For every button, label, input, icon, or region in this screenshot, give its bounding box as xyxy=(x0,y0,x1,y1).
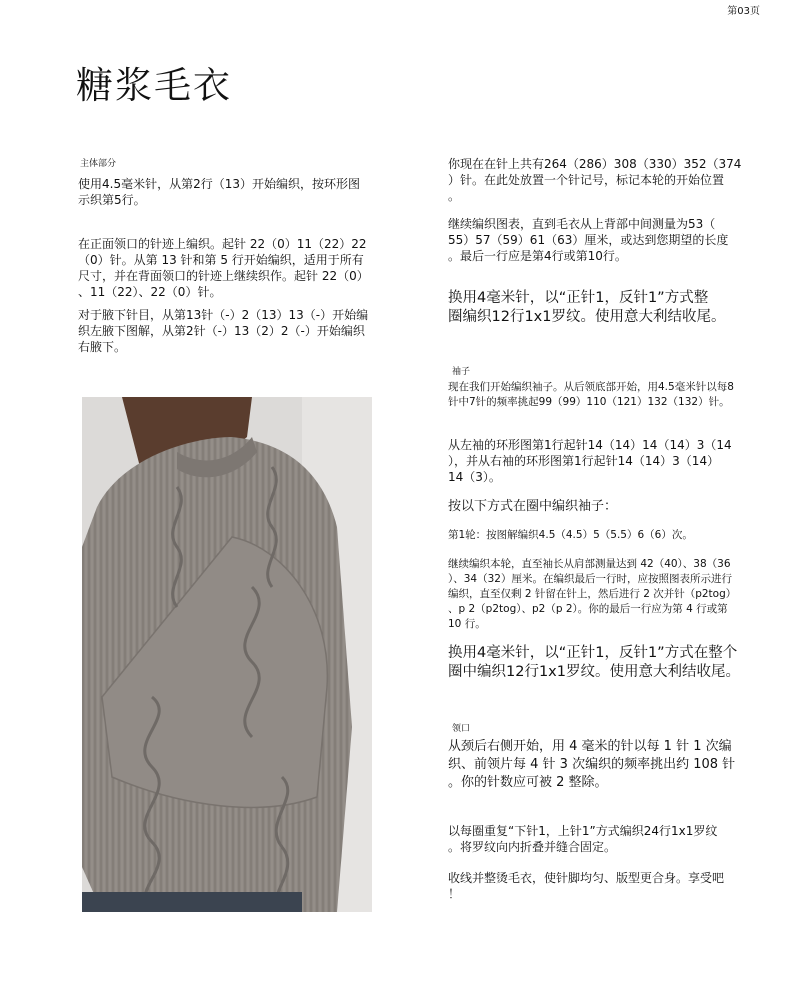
sleeve-paragraph-1: 现在我们开始编织袖子。从后领底部开始，用4.5毫米针以每8 针中7针的频率挑起99（99）110（121）132（132）针。 xyxy=(448,381,734,408)
body-paragraph-3: 对于腋下针目，从第13针（-）2（13）13（-）开始编 织左腋下图解，从第2针（-）13（2）2（-）开始编织 右腋下。 xyxy=(78,308,369,354)
chart-paragraph: 继续编织图表，直到毛衣从上背部中间测量为53（ 55）57（59）61（63）厘米，或达到您期望的长度 。最后一行应是第4行或第10行。 xyxy=(448,217,729,263)
count-paragraph: 你现在在针上共有264（286）308（330）352（374 ）针。在此处放置一个针记号，标记本轮的开始位置 。 xyxy=(448,157,742,203)
ribbing-instruction-sleeve: 换用4毫米针，以“正针1，反针1”方式在整个 圈中编织12行1x1罗纹。使用意大利结收尾。 xyxy=(448,645,740,680)
body-paragraph-2: 在正面领口的针迹上编织。起针 22（0）11（22）22 （0）针。从第 13 针和第 5 行开始编织，适用于所有 尺寸，并在背面领口的针迹上继续织作。起针 22（0） 、11（22）、22（0）针。 xyxy=(78,237,369,299)
collar-paragraph-2: 以每圈重复“下针1，上针1”方式编织24行1x1罗纹 。将罗纹向内折叠并缝合固定。 xyxy=(448,824,718,854)
body-paragraph-1: 使用4.5毫米针，从第2行（13）开始编织，按环形图 示织第5行。 xyxy=(78,177,360,207)
ribbing-instruction-body: 换用4毫米针，以“正针1，反针1”方式整 圈编织12行1x1罗纹。使用意大利结收尾。 xyxy=(448,290,726,325)
section-label-body: 主体部分 xyxy=(80,159,117,169)
round-1-instruction: 第1轮：按图解编织4.5（4.5）5（5.5）6（6）次。 xyxy=(448,529,693,541)
finishing-paragraph: 收线并整烫毛衣，使针脚均匀、版型更合身。享受吧 ！ xyxy=(448,871,725,901)
page-title: 糖浆毛衣 xyxy=(76,63,232,107)
sleeve-paragraph-3: 按以下方式在圈中编织袖子： xyxy=(448,499,618,514)
sweater-photo xyxy=(82,397,372,912)
page-number: 第03页 xyxy=(727,6,760,17)
section-label-sleeve: 袖子 xyxy=(452,367,471,377)
section-label-collar: 领口 xyxy=(452,724,471,734)
sleeve-paragraph-4: 继续编织本轮，直至袖长从肩部测量达到 42（40）、38（36 ）、34（32）厘米。在编织最后一行时，应按照图表所示进行 编织，直至仅剩 2 针留在针上，然后进行 2 次并针（p2tog） 、p 2（p2tog）、p2（p 2）。你的最后一行应为第 4 行或第 10 行。 xyxy=(448,558,737,630)
sleeve-paragraph-2: 从左袖的环形图第1行起针14（14）14（14）3（14 ），并从右袖的环形图第1行起针14（14）3（14） 14（3）。 xyxy=(448,438,732,484)
collar-paragraph-1: 从颈后右侧开始，用 4 毫米的针以每 1 针 1 次编 织、前领片每 4 针 3 次编织的频率挑出约 108 针 。你的针数应可被 2 整除。 xyxy=(448,739,736,790)
